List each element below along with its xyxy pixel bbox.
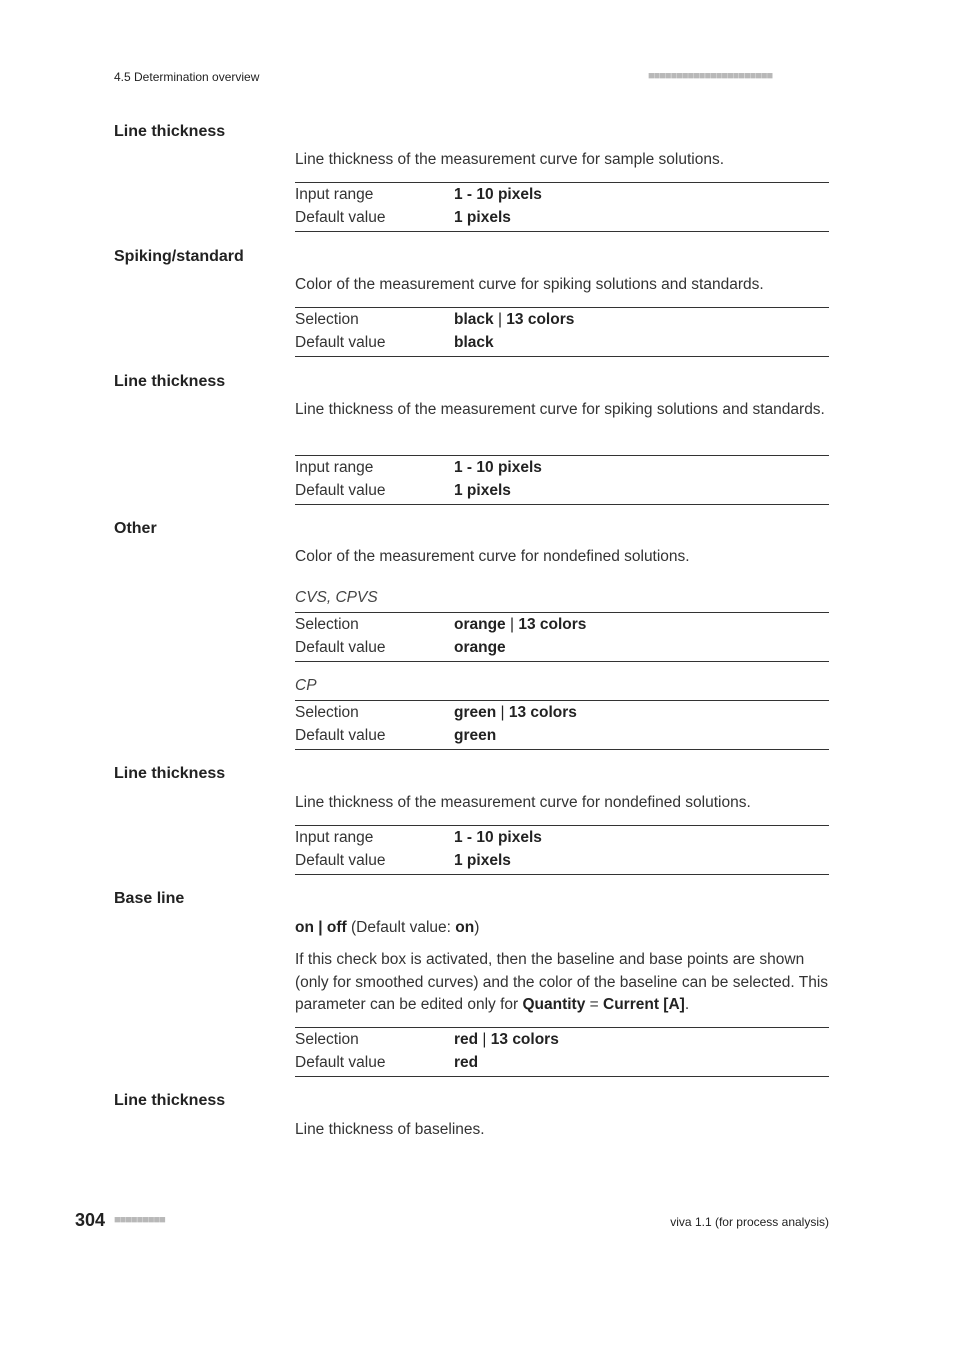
section-description: Line thickness of baselines. <box>295 1121 485 1138</box>
row-value: green | 13 colors <box>454 704 577 721</box>
section-heading: Line thickness <box>114 373 226 390</box>
row-key: Selection <box>295 311 359 328</box>
row-value: red | 13 colors <box>454 1031 559 1048</box>
running-header: 4.5 Determination overview <box>114 70 260 84</box>
row-key: Default value <box>295 1053 386 1071</box>
product-name: viva 1.1 (for process analysis) <box>670 1215 829 1229</box>
header-decoration: ■■■■■■■■■■■■■■■■■■■■■■ <box>648 70 773 82</box>
table-row <box>295 207 829 230</box>
section-heading: Other <box>114 520 157 537</box>
row-value: orange <box>454 638 506 656</box>
section-description: Line thickness of the measurement curve for nondefined solutions. <box>295 794 751 811</box>
footer-decoration: ■■■■■■■■■ <box>114 1214 165 1226</box>
parameter-table <box>295 455 829 505</box>
row-value: 1 pixels <box>454 481 511 499</box>
table-row <box>295 702 829 725</box>
option-line: on | off (Default value: on) <box>295 919 480 936</box>
table-row <box>295 184 829 207</box>
section-description: Color of the measurement curve for spiking solutions and standards. <box>295 276 764 293</box>
row-key: Input range <box>295 459 374 476</box>
table-row <box>295 637 829 660</box>
parameter-table <box>295 825 829 875</box>
row-value: orange | 13 colors <box>454 616 587 633</box>
row-value: black | 13 colors <box>454 311 575 328</box>
section-heading: Spiking/standard <box>114 248 244 265</box>
parameter-table <box>295 700 829 750</box>
parameter-table <box>295 1027 829 1077</box>
table-row <box>295 827 829 850</box>
row-value: 1 pixels <box>454 851 511 869</box>
row-key: Default value <box>295 481 386 499</box>
table-row <box>295 1052 829 1075</box>
row-key: Default value <box>295 208 386 226</box>
table-row <box>295 309 829 332</box>
section-description: If this check box is activated, then the baseline and base points are shown (only for smoothed curves) and the color of the baseline can be selected. This parameter can be edited only for Quantity = Current [A]. <box>295 951 829 1013</box>
section-description: Color of the measurement curve for nondefined solutions. <box>295 548 690 565</box>
row-key: Input range <box>295 829 374 846</box>
section-heading: Line thickness <box>114 123 226 140</box>
parameter-table <box>295 612 829 662</box>
section-heading: Base line <box>114 890 185 907</box>
table-row <box>295 457 829 480</box>
row-key: Default value <box>295 333 386 351</box>
row-key: Default value <box>295 851 386 869</box>
row-value: green <box>454 726 497 744</box>
table-row <box>295 850 829 873</box>
row-key: Selection <box>295 1031 359 1048</box>
table-row <box>295 1029 829 1052</box>
row-value: 1 pixels <box>454 208 511 226</box>
table-caption: CP <box>295 677 317 694</box>
row-key: Selection <box>295 704 359 721</box>
row-key: Input range <box>295 186 374 203</box>
page-number: 304 <box>75 1210 106 1230</box>
parameter-table <box>295 182 829 232</box>
row-key: Default value <box>295 638 386 656</box>
table-row <box>295 725 829 748</box>
section-description: Line thickness of the measurement curve for spiking solutions and standards. <box>295 401 825 418</box>
row-key: Selection <box>295 616 359 633</box>
table-row <box>295 332 829 355</box>
table-row <box>295 614 829 637</box>
row-value: 1 - 10 pixels <box>454 829 542 846</box>
row-value: black <box>454 333 494 351</box>
section-heading: Line thickness <box>114 765 226 782</box>
row-key: Default value <box>295 726 386 744</box>
table-row <box>295 480 829 503</box>
section-description: Line thickness of the measurement curve for sample solutions. <box>295 151 725 168</box>
parameter-table <box>295 307 829 357</box>
row-value: 1 - 10 pixels <box>454 186 542 203</box>
row-value: red <box>454 1053 479 1071</box>
table-caption: CVS, CPVS <box>295 589 378 606</box>
section-heading: Line thickness <box>114 1092 226 1109</box>
row-value: 1 - 10 pixels <box>454 459 542 476</box>
